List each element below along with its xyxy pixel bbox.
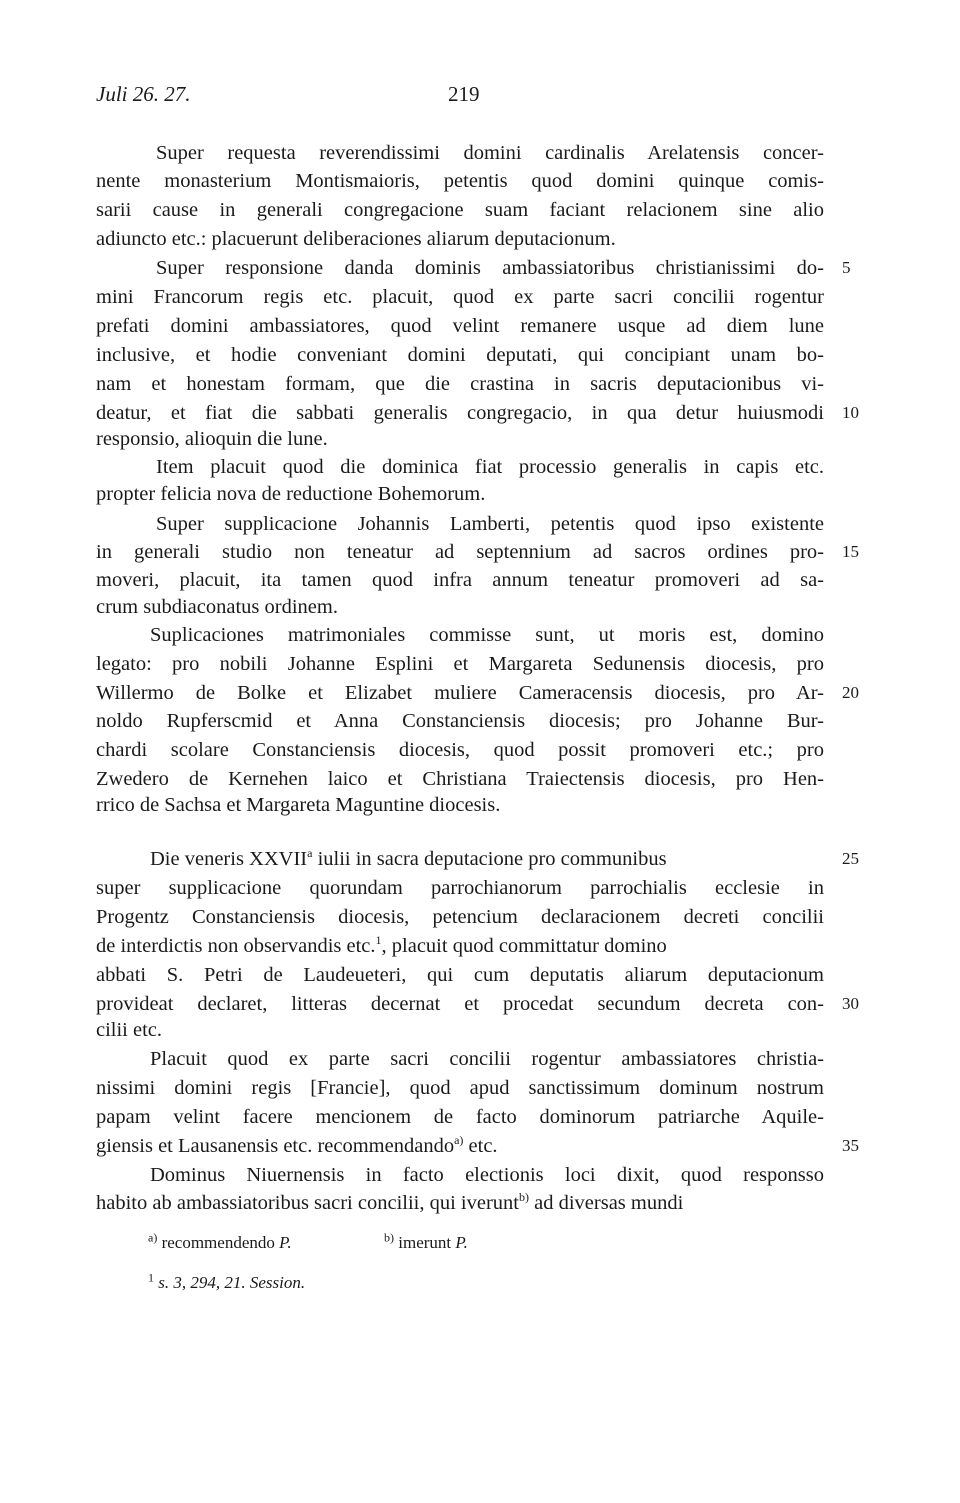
text-line: Placuit quod ex parte sacri concilii rogentur ambassiatores christia-: [150, 1048, 824, 1070]
apparatus-note: $^{b)}$ imerunt P.: [384, 1230, 468, 1252]
footnote-ref: 1: [375, 933, 382, 948]
apparatus-ref: b): [519, 1190, 529, 1205]
text-line: deatur, et fiat die sabbati generalis congregacio, in qua detur huiusmodi: [96, 402, 824, 424]
line-number: 5: [842, 258, 851, 277]
text-line: habito ab ambassiatoribus sacri concilii, qui iverunt$^{b)}$ ad diversas mundi: [96, 1190, 684, 1214]
footnote: $^1$ s. 3, 294, 21. Session.: [148, 1270, 306, 1292]
text-line: nam et honestam formam, que die crastina in sacris deputacionibus vi-: [96, 373, 824, 395]
line-number: 15: [842, 542, 859, 561]
page-number: 219: [448, 82, 480, 106]
running-head: Juli 26. 27.: [96, 82, 191, 106]
text-line: prefati domini ambassiatores, quod velint remanere usque ad diem lune: [96, 315, 824, 337]
line-number: 20: [842, 683, 859, 702]
text-line: adiuncto etc.: placuerunt deliberaciones aliarum deputacionum.: [96, 228, 616, 250]
line-number: 25: [842, 849, 859, 868]
line-number: 35: [842, 1136, 859, 1155]
text-line: provideat declaret, litteras decernat et procedat secundum decreta con-: [96, 993, 824, 1015]
text-line: chardi scolare Constanciensis diocesis, quod possit promoveri etc.; pro: [96, 739, 824, 761]
text-line: nente monasterium Montismaioris, petentis quod domini quinque comis-: [96, 170, 824, 192]
text-line: Item placuit quod die dominica fiat processio generalis in capis etc.: [156, 456, 824, 478]
text-line: inclusive, et hodie conveniant domini deputati, qui concipiant unam bo-: [96, 344, 824, 366]
text-line: noldo Rupferscmid et Anna Constanciensis diocesis; pro Johanne Bur-: [96, 710, 824, 732]
text-line: abbati S. Petri de Laudeueteri, qui cum deputatis aliarum deputacionum: [96, 964, 824, 986]
text-line: Progentz Constanciensis diocesis, petencium declaracionem decreti concilii: [96, 906, 824, 928]
text-line: Suplicaciones matrimoniales commisse sunt, ut moris est, domino: [150, 624, 824, 646]
text-line: de interdictis non observandis etc.$^1$, placuit quod committatur domino: [96, 933, 667, 957]
apparatus-ref: a): [454, 1133, 464, 1148]
text-line: papam velint facere mencionem de facto dominorum patriarche Aquile-: [96, 1106, 824, 1128]
line-number: 10: [842, 403, 859, 422]
text-line: sarii cause in generali congregacione suam faciant relacionem sine alio: [96, 199, 824, 221]
page-header: [96, 82, 836, 114]
text-line: mini Francorum regis etc. placuit, quod ex parte sacri concilii rogentur: [96, 286, 824, 308]
text-line: crum subdiaconatus ordinem.: [96, 596, 338, 618]
text-line: Zwedero de Kernehen laico et Christiana Traiectensis diocesis, pro Hen-: [96, 768, 824, 790]
text-line: Willermo de Bolke et Elizabet muliere Cameracensis diocesis, pro Ar-: [96, 682, 824, 704]
text-line: in generali studio non teneatur ad septennium ad sacros ordines pro-: [96, 541, 824, 563]
text-line: legato: pro nobili Johanne Esplini et Margareta Sedunensis diocesis, pro: [96, 653, 824, 675]
text-line: giensis et Lausanensis etc. recommendando$^{a)}$ etc.: [96, 1133, 498, 1157]
text-line: Dominus Niuernensis in facto electionis loci dixit, quod responsso: [150, 1164, 824, 1186]
line-number: 30: [842, 994, 859, 1013]
superscript: a: [307, 846, 313, 861]
text-line: Die veneris XXVII$^a$ iulii in sacra deputacione pro communibus: [150, 846, 667, 870]
text-line: Super responsione danda dominis ambassiatoribus christianissimi do-: [156, 257, 824, 279]
text-line: super supplicacione quorundam parrochianorum parrochialis ecclesie in: [96, 877, 824, 899]
text-line: cilii etc.: [96, 1019, 163, 1041]
text-line: Super supplicacione Johannis Lamberti, petentis quod ipso existente: [156, 513, 824, 535]
text-line: responsio, alioquin die lune.: [96, 428, 328, 450]
apparatus-note: $^{a)}$ recommendendo P.: [148, 1230, 292, 1252]
text-line: Super requesta reverendissimi domini cardinalis Arelatensis concer-: [156, 142, 824, 164]
text-line: moveri, placuit, ita tamen quod infra annum teneatur promoveri ad sa-: [96, 569, 824, 591]
text-line: propter felicia nova de reductione Bohemorum.: [96, 483, 486, 505]
text-line: nissimi domini regis [Francie], quod apud sanctissimum dominum nostrum: [96, 1077, 824, 1099]
text-line: rrico de Sachsa et Margareta Maguntine diocesis.: [96, 794, 501, 816]
